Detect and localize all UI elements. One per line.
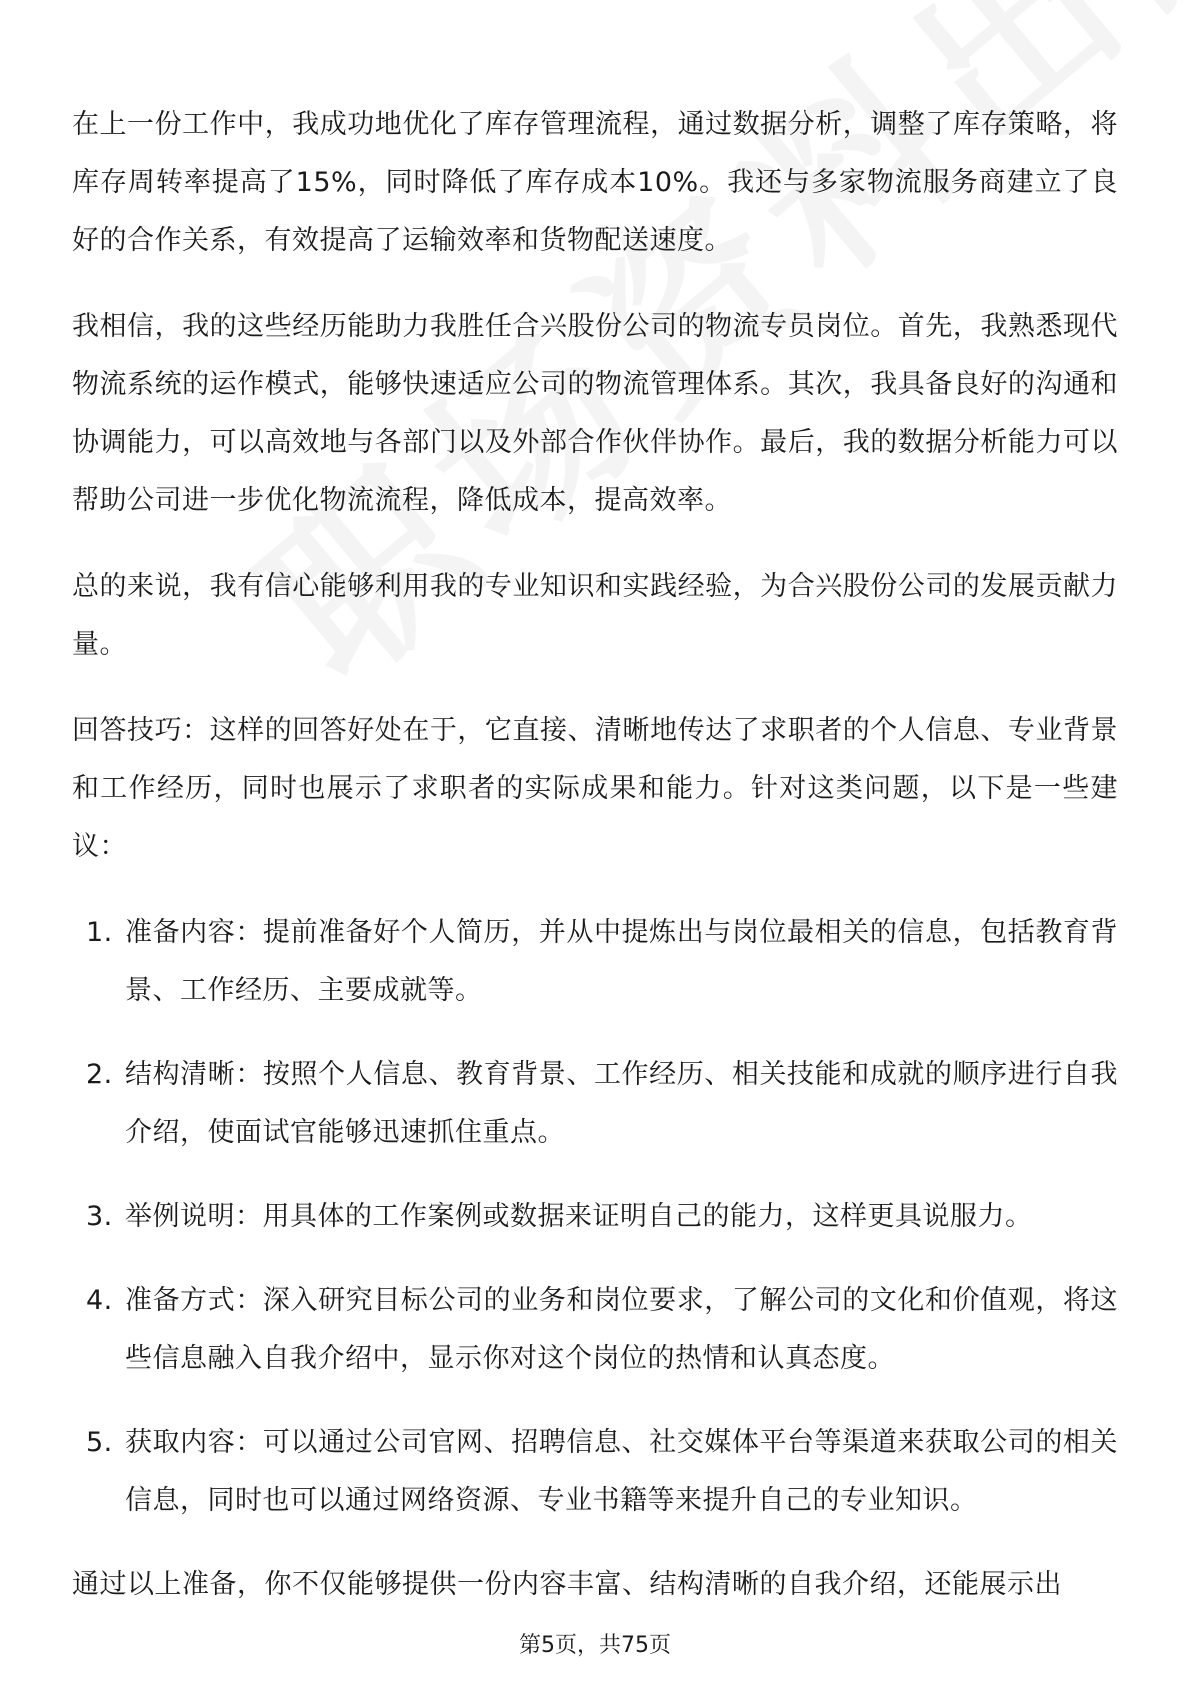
list-item: [72, 1414, 1118, 1530]
paragraph-qualifications: 我相信，我的这些经历能助力我胜任合兴股份公司的物流专员岗位。首先，我熟悉现代物流系统的运作模式，能够快速适应公司的物流管理体系。其次，我具备良好的沟通和协调能力，可以高效地与各部门以及外部合作伙伴协作。最后，我的数据分析能力可以帮助公司进一步优化物流流程，降低成本，提高效率。: [72, 311, 1118, 516]
suggestion-list: [72, 904, 1118, 1530]
list-number: 3.: [86, 1201, 113, 1232]
list-item: [72, 1272, 1118, 1388]
list-item: [72, 904, 1118, 1020]
page-number-footer: 第5页，共75页: [519, 1633, 671, 1658]
list-number: 2.: [86, 1059, 113, 1090]
paragraph-work-experience: 在上一份工作中，我成功地优化了库存管理流程，通过数据分析，调整了库存策略，将库存周转率提高了15%，同时降低了库存成本10%。我还与多家物流服务商建立了良好的合作关系，有效提高了运输效率和货物配送速度。: [72, 109, 1118, 256]
list-item-text: 获取内容：可以通过公司官网、招聘信息、社交媒体平台等渠道来获取公司的相关信息，同时也可以通过网络资源、专业书籍等来提升自己的专业知识。: [125, 1427, 1118, 1516]
list-item-text: 举例说明：用具体的工作案例或数据来证明自己的能力，这样更具说服力。: [125, 1201, 1033, 1232]
list-item: [72, 1188, 1118, 1246]
paragraph-summary: 总的来说，我有信心能够利用我的专业知识和实践经验，为合兴股份公司的发展贡献力量。: [72, 571, 1118, 660]
paragraph-answer-tips: 回答技巧：这样的回答好处在于，它直接、清晰地传达了求职者的个人信息、专业背景和工作经历，同时也展示了求职者的实际成果和能力。针对这类问题，以下是一些建议：: [72, 715, 1118, 862]
list-item-text: 准备方式：深入研究目标公司的业务和岗位要求，了解公司的文化和价值观，将这些信息融入自我介绍中，显示你对这个岗位的热情和认真态度。: [125, 1285, 1118, 1374]
paragraph-conclusion: 通过以上准备，你不仅能够提供一份内容丰富、结构清晰的自我介绍，还能展示出: [72, 1569, 1062, 1600]
page-content: [72, 96, 1118, 1642]
list-item-text: 准备内容：提前准备好个人简历，并从中提炼出与岗位最相关的信息，包括教育背景、工作经历、主要成就等。: [125, 917, 1118, 1006]
list-number: 1.: [86, 917, 113, 948]
list-item-text: 结构清晰：按照个人信息、教育背景、工作经历、相关技能和成就的顺序进行自我介绍，使面试官能够迅速抓住重点。: [125, 1059, 1118, 1148]
list-number: 5.: [86, 1427, 113, 1458]
list-number: 4.: [86, 1285, 113, 1316]
list-item: [72, 1046, 1118, 1162]
